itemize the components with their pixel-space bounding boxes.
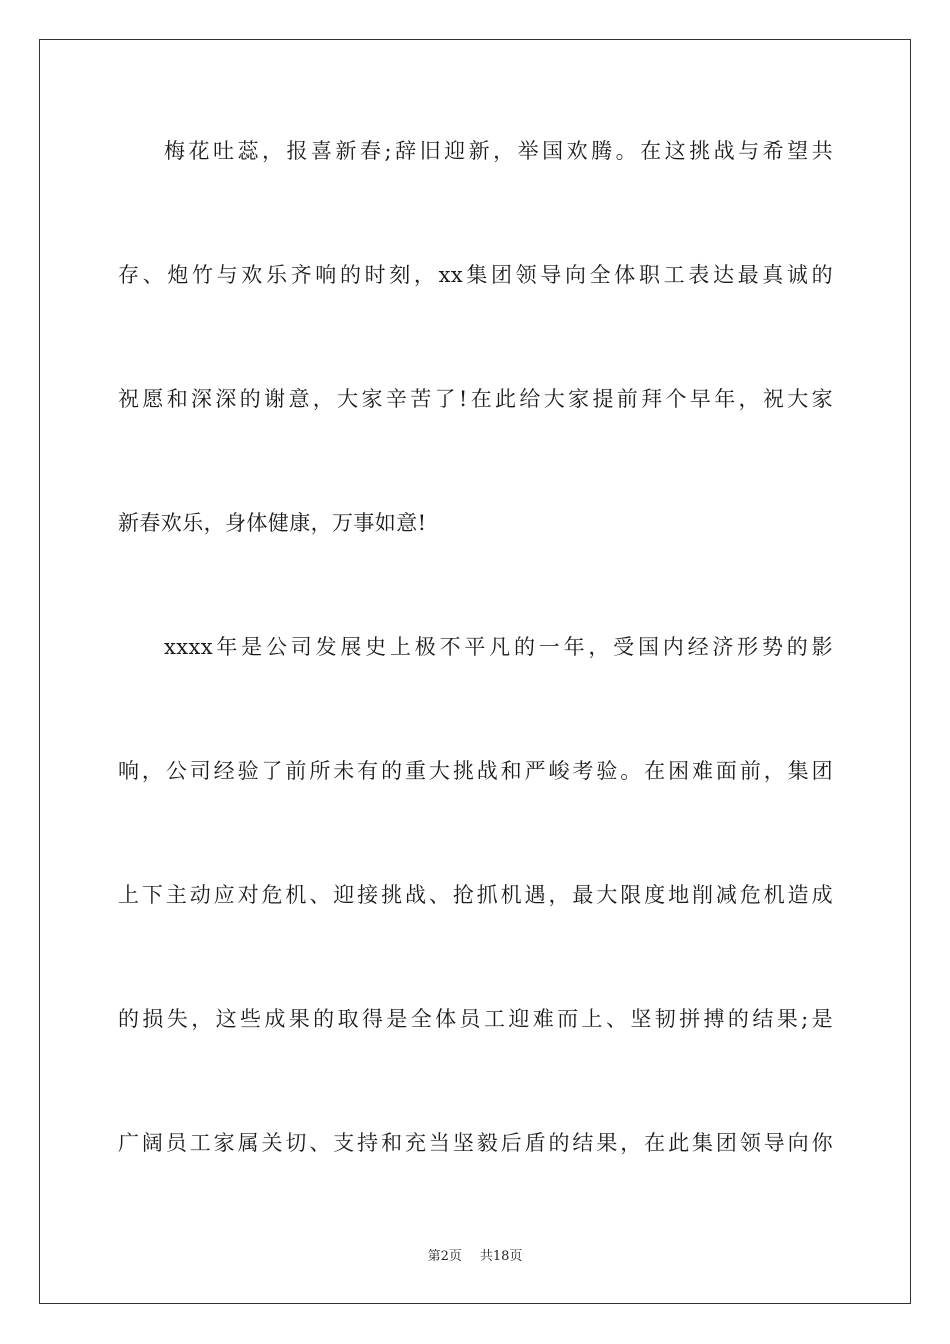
paragraph-1-line-1: 梅花吐蕊，报喜新春;辞旧迎新，举国欢腾。在这挑战与希望共: [164, 139, 833, 163]
paragraph-2-line-1: xxxx年是公司发展史上极不平凡的一年，受国内经济形势的影: [164, 635, 833, 659]
page-total: 共18页: [479, 1249, 523, 1264]
page-number: 第2页: [427, 1249, 462, 1264]
paragraph-2-line-2: 响，公司经验了前所未有的重大挑战和严峻考验。在困难面前，集团: [118, 759, 833, 783]
page-footer: [0, 1248, 950, 1266]
paragraph-2-line-3: 上下主动应对危机、迎接挑战、抢抓机遇，最大限度地削减危机造成: [118, 883, 833, 907]
paragraph-1-line-4: 新春欢乐，身体健康，万事如意!: [118, 511, 427, 535]
paragraph-1-line-3: 祝愿和深深的谢意，大家辛苦了!在此给大家提前拜个早年，祝大家: [118, 387, 833, 411]
paragraph-2-line-4: 的损失，这些成果的取得是全体员工迎难而上、坚韧拼搏的结果;是: [118, 1007, 833, 1031]
paragraph-2-line-5: 广阔员工家属关切、支持和充当坚毅后盾的结果，在此集团领导向你: [118, 1131, 833, 1155]
page-border: [39, 39, 911, 1304]
paragraph-1-line-2: 存、炮竹与欢乐齐响的时刻，xx集团领导向全体职工表达最真诚的: [118, 263, 833, 287]
